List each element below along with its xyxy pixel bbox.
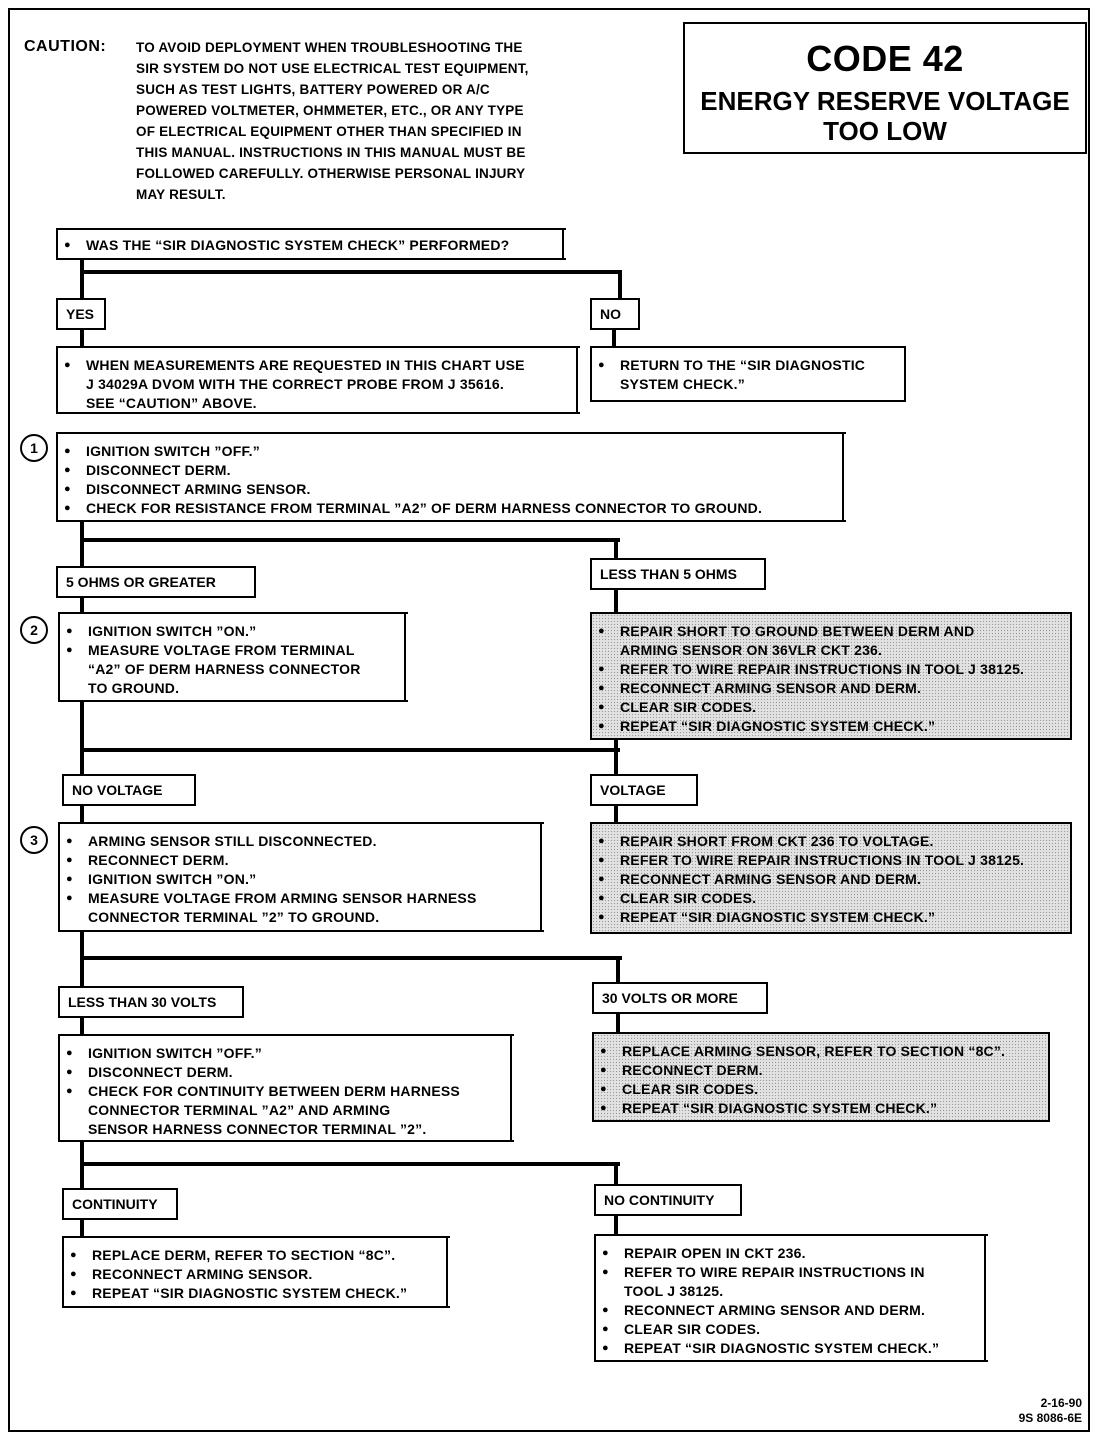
step-1-box: [56, 432, 846, 522]
footer-ref: 9S 8086-6E: [1018, 1411, 1082, 1425]
step-2-item: TO GROUND.: [88, 680, 180, 696]
step-2-box: [58, 612, 408, 702]
less-than-five-ohms-label: LESS THAN 5 OHMS: [590, 558, 766, 590]
continuity-check-item: ● IGNITION SWITCH ”OFF.”: [60, 1044, 514, 1063]
connector: [80, 1218, 84, 1236]
box-edge: [562, 228, 564, 258]
step-1-item: ● CHECK FOR RESISTANCE FROM TERMINAL ”A2” OF DERM HARNESS CONNECTOR TO GROUND.: [58, 499, 846, 518]
connector: [616, 1012, 620, 1034]
30-volts-or-more-label: 30 VOLTS OR MORE: [592, 982, 768, 1014]
repair-item: ● RECONNECT DERM.: [594, 1061, 1048, 1080]
no-continuity-label: NO CONTINUITY: [594, 1184, 742, 1216]
caution-line: SIR SYSTEM DO NOT USE ELECTRICAL TEST EQUIPMENT,: [136, 61, 529, 76]
connector: [80, 270, 622, 274]
repair-item: ● REPEAT “SIR DIAGNOSTIC SYSTEM CHECK.”: [592, 717, 1070, 736]
step-1-marker: 1: [20, 434, 48, 462]
connector: [614, 1162, 618, 1184]
title-box: [683, 22, 1087, 154]
caution-line: POWERED VOLTMETER, OHMMETER, ETC., OR ANY TYPE: [136, 103, 524, 118]
measurement-note: SEE “CAUTION” ABOVE.: [86, 395, 257, 411]
repair-item: ● REPEAT “SIR DIAGNOSTIC SYSTEM CHECK.”: [592, 908, 1070, 927]
step-3-item: ● MEASURE VOLTAGE FROM ARMING SENSOR HARNESS: [60, 889, 544, 908]
box-edge: [404, 612, 406, 702]
repair-item: ● REPAIR SHORT TO GROUND BETWEEN DERM AND: [592, 622, 1070, 641]
step-3-item: CONNECTOR TERMINAL ”2” TO GROUND.: [88, 909, 380, 925]
repair-item: ● REPAIR OPEN IN CKT 236.: [596, 1244, 988, 1263]
box-edge: [510, 1034, 512, 1142]
repair-item: ● CLEAR SIR CODES.: [592, 889, 1070, 908]
step-3-item: ● ARMING SENSOR STILL DISCONNECTED.: [60, 832, 544, 851]
connector: [80, 700, 84, 776]
repair-item: ● REPEAT “SIR DIAGNOSTIC SYSTEM CHECK.”: [64, 1284, 450, 1303]
box-edge: [540, 822, 542, 932]
connector: [80, 1162, 620, 1166]
start-question-box: [56, 228, 566, 260]
voltage-label: VOLTAGE: [590, 774, 698, 806]
repair-item: TOOL J 38125.: [624, 1283, 724, 1299]
repair-item: ● REPAIR SHORT FROM CKT 236 TO VOLTAGE.: [592, 832, 1070, 851]
return-check-line: ● RETURN TO THE “SIR DIAGNOSTIC: [592, 356, 904, 375]
code-title: CODE 42: [806, 38, 964, 79]
repair-item: ● REPEAT “SIR DIAGNOSTIC SYSTEM CHECK.”: [596, 1339, 988, 1358]
repair-item: ● REPLACE DERM, REFER TO SECTION “8C”.: [64, 1246, 450, 1265]
step-1-item: ● DISCONNECT DERM.: [58, 461, 846, 480]
repair-item: ● REFER TO WIRE REPAIR INSTRUCTIONS IN TOOL J 38125.: [592, 851, 1070, 870]
caution-line: SUCH AS TEST LIGHTS, BATTERY POWERED OR A/C: [136, 82, 490, 97]
continuity-label: CONTINUITY: [62, 1188, 178, 1220]
connector: [80, 1016, 84, 1036]
repair-item: ● RECONNECT ARMING SENSOR AND DERM.: [592, 870, 1070, 889]
less-than-30-volts-label: LESS THAN 30 VOLTS: [58, 986, 244, 1018]
connector: [614, 538, 618, 560]
yes-label: YES: [56, 298, 106, 330]
connector: [616, 956, 620, 982]
replace-arming-sensor-box: [592, 1032, 1050, 1122]
connector: [80, 956, 622, 960]
connector: [614, 586, 618, 614]
connector: [80, 538, 620, 542]
repair-item: ● REPEAT “SIR DIAGNOSTIC SYSTEM CHECK.”: [594, 1099, 1048, 1118]
step-3-item: ● IGNITION SWITCH ”ON.”: [60, 870, 544, 889]
connector: [80, 258, 84, 300]
caution-text: [136, 37, 529, 205]
no-label: NO: [590, 298, 640, 330]
measurement-note: ● WHEN MEASUREMENTS ARE REQUESTED IN THIS CHART USE: [58, 356, 580, 375]
box-edge: [446, 1236, 448, 1308]
continuity-check-item: ● DISCONNECT DERM.: [60, 1063, 514, 1082]
repair-item: ● REFER TO WIRE REPAIR INSTRUCTIONS IN: [596, 1263, 988, 1282]
caution-label: CAUTION:: [24, 38, 107, 55]
caution-line: FOLLOWED CAREFULLY. OTHERWISE PERSONAL INJURY: [136, 166, 526, 181]
continuity-check-item: CONNECTOR TERMINAL ”A2” AND ARMING: [88, 1102, 391, 1118]
return-check-line: SYSTEM CHECK.”: [620, 376, 745, 392]
replace-derm-box: [62, 1236, 450, 1308]
caution-line: THIS MANUAL. INSTRUCTIONS IN THIS MANUAL MUST BE: [136, 145, 526, 160]
box-edge: [984, 1234, 986, 1362]
measurement-note: J 34029A DVOM WITH THE CORRECT PROBE FROM J 35616.: [86, 376, 504, 392]
return-check-box: [590, 346, 906, 402]
step-3-box: [58, 822, 544, 932]
repair-item: ● CLEAR SIR CODES.: [594, 1080, 1048, 1099]
five-ohms-or-greater-label: 5 OHMS OR GREATER: [56, 566, 256, 598]
continuity-check-item: ● CHECK FOR CONTINUITY BETWEEN DERM HARNESS: [60, 1082, 514, 1101]
continuity-check-item: SENSOR HARNESS CONNECTOR TERMINAL ”2”.: [88, 1121, 427, 1137]
step-3-item: ● RECONNECT DERM.: [60, 851, 544, 870]
repair-item: ARMING SENSOR ON 36VLR CKT 236.: [620, 642, 883, 658]
connector: [80, 748, 620, 752]
title-line-2: TOO LOW: [823, 116, 947, 146]
repair-item: ● RECONNECT ARMING SENSOR.: [64, 1265, 450, 1284]
step-1-item: ● IGNITION SWITCH ”OFF.”: [58, 442, 846, 461]
step-2-marker: 2: [20, 616, 48, 644]
step-3-marker: 3: [20, 826, 48, 854]
step-1-item: ● DISCONNECT ARMING SENSOR.: [58, 480, 846, 499]
repair-item: ● RECONNECT ARMING SENSOR AND DERM.: [596, 1301, 988, 1320]
box-edge: [576, 346, 578, 414]
step-2-item: “A2” OF DERM HARNESS CONNECTOR: [88, 661, 361, 677]
repair-item: ● REFER TO WIRE REPAIR INSTRUCTIONS IN TOOL J 38125.: [592, 660, 1070, 679]
repair-short-to-voltage-box: [590, 822, 1072, 934]
repair-item: ● CLEAR SIR CODES.: [592, 698, 1070, 717]
caution-line: TO AVOID DEPLOYMENT WHEN TROUBLESHOOTING THE: [136, 40, 523, 55]
connector: [80, 520, 84, 566]
box-edge: [842, 432, 844, 522]
repair-item: ● REPLACE ARMING SENSOR, REFER TO SECTION “8C”.: [594, 1042, 1048, 1061]
connector: [614, 738, 618, 774]
step-2-item: ● IGNITION SWITCH ”ON.”: [60, 622, 408, 641]
start-question: ● WAS THE “SIR DIAGNOSTIC SYSTEM CHECK” PERFORMED?: [58, 236, 566, 255]
continuity-check-box: [58, 1034, 514, 1142]
measurement-note-box: [56, 346, 580, 414]
title-line-1: ENERGY RESERVE VOLTAGE: [700, 86, 1070, 116]
step-2-item: ● MEASURE VOLTAGE FROM TERMINAL: [60, 641, 408, 660]
repair-open-box: [594, 1234, 988, 1362]
repair-item: ● RECONNECT ARMING SENSOR AND DERM.: [592, 679, 1070, 698]
footer-date: 2-16-90: [1040, 1396, 1082, 1410]
footer: [1019, 1396, 1082, 1426]
caution-line: MAY RESULT.: [136, 187, 226, 202]
connector: [618, 270, 622, 300]
repair-short-to-ground-box: [590, 612, 1072, 740]
caution-line: OF ELECTRICAL EQUIPMENT OTHER THAN SPECIFIED IN: [136, 124, 522, 139]
repair-item: ● CLEAR SIR CODES.: [596, 1320, 988, 1339]
no-voltage-label: NO VOLTAGE: [62, 774, 196, 806]
